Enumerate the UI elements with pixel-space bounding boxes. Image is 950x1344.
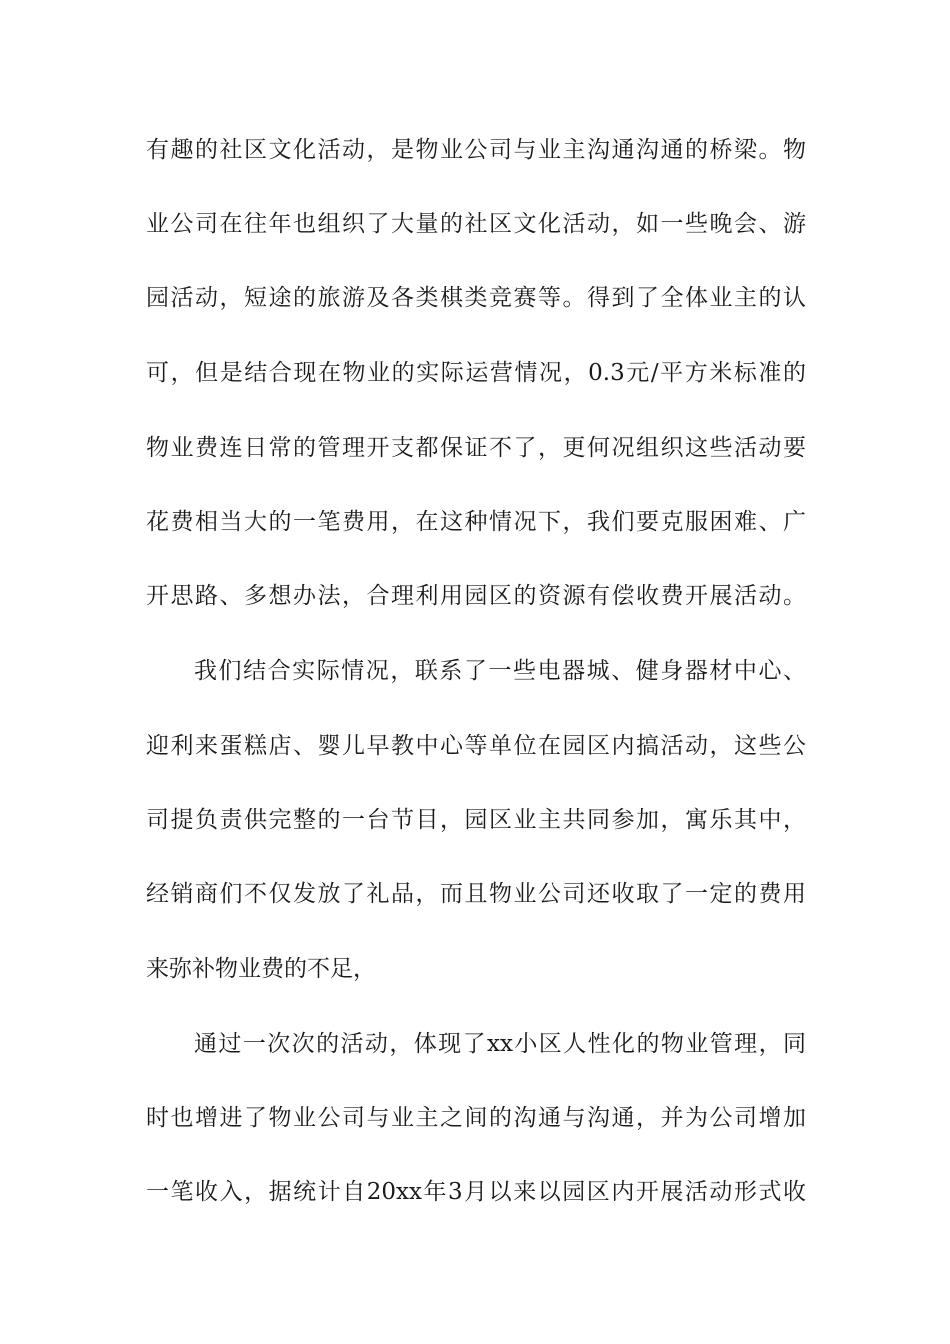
paragraph-line: 司提负责供完整的一台节目，园区业主共同参加，寓乐其中，	[146, 807, 806, 833]
paragraph-line: 经销商们不仅发放了礼品，而且物业公司还收取了一定的费用	[146, 881, 806, 907]
paragraph-line: 时也增进了物业公司与业主之间的沟通与沟通，并为公司增加	[146, 1105, 806, 1131]
paragraph-line-indented: 通过一次次的活动，体现了xx小区人性化的物业管理，同	[194, 1031, 806, 1057]
paragraph-line-indented: 我们结合实际情况，联系了一些电器城、健身器材中心、	[194, 658, 806, 684]
paragraph-line: 迎利来蛋糕店、婴儿早教中心等单位在园区内搞活动，这些公	[146, 733, 806, 759]
paragraph-line: 开思路、多想办法，合理利用园区的资源有偿收费开展活动。	[146, 583, 806, 609]
paragraph-line: 业公司在往年也组织了大量的社区文化活动，如一些晚会、游	[146, 211, 806, 237]
paragraph-line: 有趣的社区文化活动，是物业公司与业主沟通沟通的桥梁。物	[146, 137, 806, 163]
paragraph-line: 一笔收入，据统计自20xx年3月以来以园区内开展活动形式收	[146, 1179, 806, 1205]
paragraph-line: 来弥补物业费的不足，	[146, 956, 376, 982]
paragraph-line: 可，但是结合现在物业的实际运营情况，0.3元/平方米标准的	[146, 360, 806, 386]
paragraph-line: 园活动，短途的旅游及各类棋类竞赛等。得到了全体业主的认	[146, 285, 806, 311]
paragraph-line: 花费相当大的一笔费用，在这种情况下，我们要克服困难、广	[146, 509, 806, 535]
paragraph-line: 物业费连日常的管理开支都保证不了，更何况组织这些活动要	[146, 435, 806, 461]
